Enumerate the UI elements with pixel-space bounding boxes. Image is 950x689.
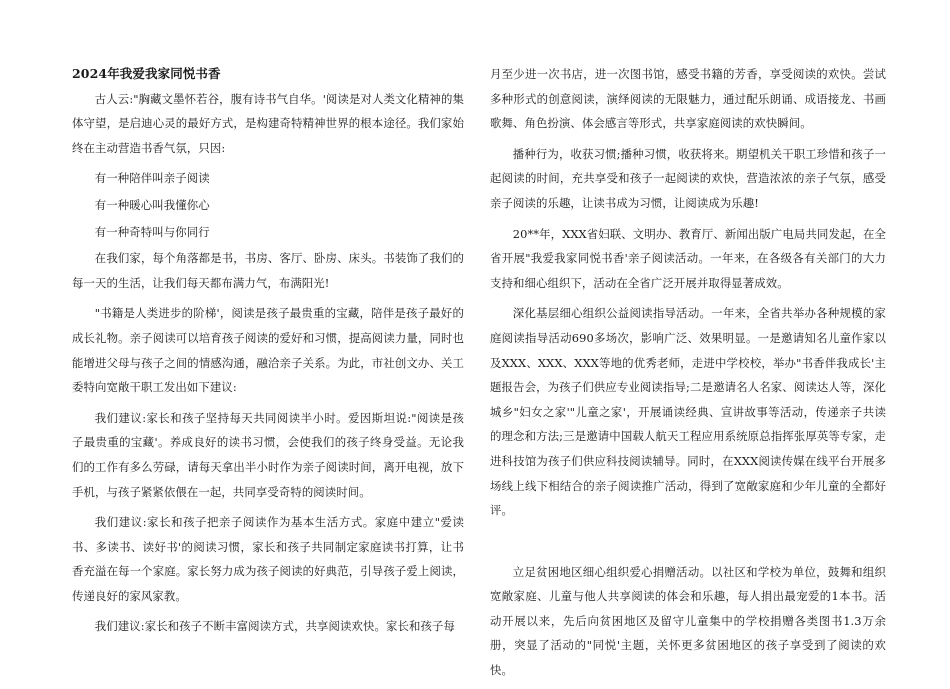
- poem-line: 有一种暖心叫我懂你心: [94, 197, 210, 212]
- document-title: 2024年我爱我家同悦书香: [72, 66, 221, 81]
- paragraph: 我们建议:家长和孩子坚持每天共同阅读半小时。爱因斯坦说:"阅读是孩子最贵重的宝藏'。养成良好的读书习惯，会使我们的孩子终身受益。无论我们的工作有多么劳碌，请每天拿出半小时作为亲子阅读时间，离开电视，放下手机，与孩子紧紧依偎在一起，共同享受奇特的阅读时间。: [72, 410, 464, 499]
- paragraph: "书籍是人类进步的阶梯'，阅读是孩子最贵重的宝藏，陪伴是孩子最好的成长礼物。亲子阅读可以培育孩子阅读的爱好和习惯，提高阅读力量，同时也能增进父母与孩子之间的情感沟通，融洽亲子关系。为此，市社创文办、关工委特向宽敞干职工发出如下建议:: [72, 306, 464, 395]
- paragraph: 立足贫困地区细心组织爱心捐赠活动。以社区和学校为单位，鼓舞和组织宽敞家庭、儿童与他人共享阅读的体会和乐趣，每人捐出最宠爱的1本书。活动开展以来，先后向贫困地区及留守儿童集中的学校捐赠各类图书1.3万余册，突显了活动的"同悦'主题，关怀更多贫困地区的孩子享受到了阅读的欢快。: [490, 564, 886, 678]
- paragraph: 深化基层细心组织公益阅读指导活动。一年来，全省共举办各种规模的家庭阅读指导活动690多场次，影响广泛、效果明显。一是邀请知名儿童作家以及XXX、XXX、XXX等地的优秀老师，走进中学校校，举办"书香伴我成长'主题报告会，为孩子们供应专业阅读指导;二是邀请名人名家、阅读达人等，深化城乡"妇女之家'"儿童之家'，开展诵读经典、宣讲故事等活动，传递亲子共读的理念和方法;三是邀请中国载人航天工程应用系统原总指挥张厚英等专家，走进科技馆为孩子们供应科技阅读辅导。同时，在XXX阅读传媒在线平台开展多场线上线下相结合的亲子阅读推广活动，得到了宽敞家庭和少年儿童的全都好评。: [490, 306, 886, 518]
- paragraph: 我们建议:家长和孩子不断丰富阅读方式，共享阅读欢快。家长和孩子每: [94, 619, 455, 634]
- left-column: [72, 62, 464, 645]
- paragraph: 古人云:"胸藏文墨怀若谷，腹有诗书气自华。'阅读是对人类文化精神的集体守望，是启迪心灵的最好方式，是构建奇特精神世界的根本途径。我们家始终在主动营造书香气氛，只因:: [72, 91, 464, 155]
- paragraph: 我们建议:家长和孩子把亲子阅读作为基本生活方式。家庭中建立"爱读书、多读书、读好书'的阅读习惯，家长和孩子共同制定家庭读书打算，让书香充溢在每一个家庭。家长努力成为孩子阅读的好典范，引导孩子爱上阅读，传递良好的家风家教。: [72, 515, 464, 603]
- paragraph-gap: [490, 529, 886, 560]
- paragraph: 播种行为，收获习惯;播种习惯，收获将来。期望机关干职工珍惜和孩子一起阅读的时间，充共享受和孩子一起阅读的欢快，营造浓浓的亲子气氛，感受亲子阅读的乐趣，让读书成为习惯，让阅读成为乐趣!: [490, 146, 886, 210]
- paragraph: 月至少进一次书店，进一次图书馆，感受书籍的芳香，享受阅读的欢快。尝试多种形式的创意阅读，演绎阅读的无限魅力，通过配乐朗诵、成语接龙、书画歌舞、角色扮演、体会感言等形式，共享家庭阅读的欢快瞬间。: [490, 67, 886, 131]
- right-column: [490, 62, 886, 689]
- poem-line: 有一种奇特叫与你同行: [94, 224, 210, 239]
- paragraph: 在我们家，每个角落都是书，书房、客厅、卧房、床头。书装饰了我们的每一天的生活，让我们每天都布满力气，布满阳光!: [72, 251, 464, 290]
- poem-line: 有一种陪伴叫亲子阅读: [94, 171, 210, 186]
- paragraph: 20**年，XXX省妇联、文明办、教育厅、新闻出版广电局共同发起，在全省开展"我爱我家同悦书香'亲子阅读活动。一年来，在各级各有关部门的大力支持和细心组织下，活动在全省广泛开展并取得显著成效。: [490, 226, 886, 290]
